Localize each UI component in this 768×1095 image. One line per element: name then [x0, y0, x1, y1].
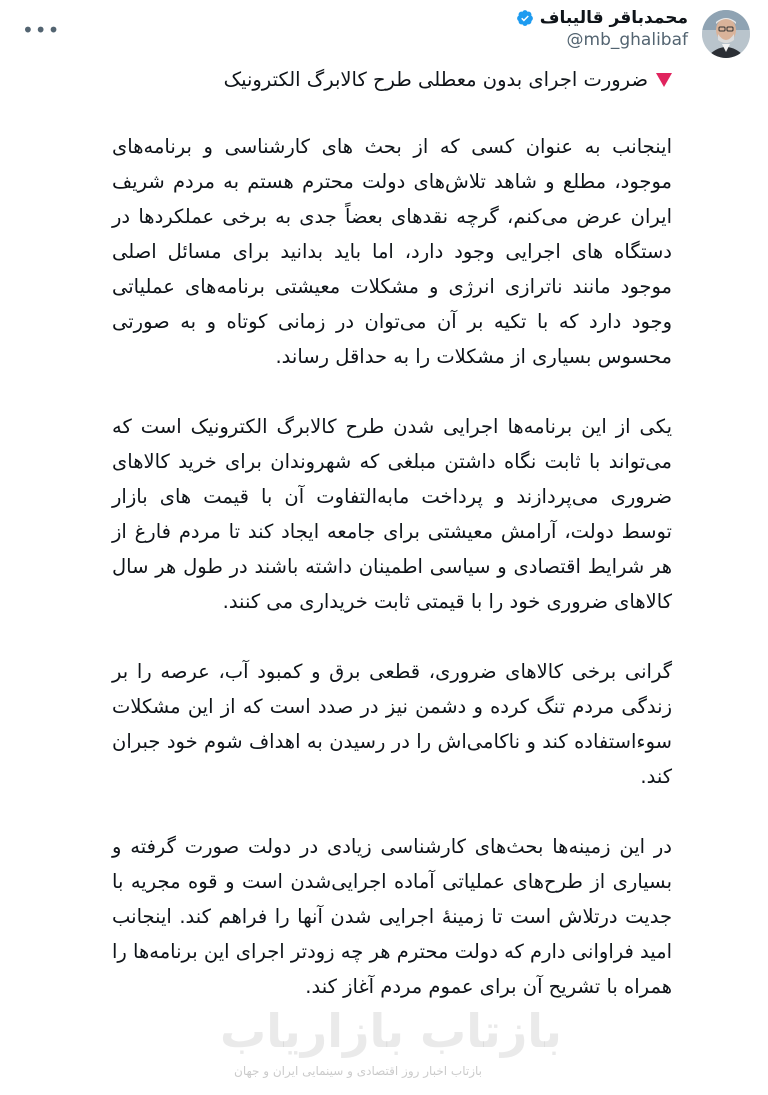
avatar[interactable] [702, 10, 750, 58]
paragraph-2: یکی از این برنامه‌ها اجرایی شدن طرح کالابرگ الکترونیک است که می‌تواند با ثابت نگاه داشتن مبلغی که شهروندان برای خرید کالاهای ضروری می‌پردازند و پرداخت مابه‌التفاوت آن با قیمت های بازار توسط دولت، آرامش معیشتی برای جامعه ایجاد کند تا مردم فارغ از هر شرایط اقتصادی و سیاسی اطمینان داشته باشند در طول هر سال کالاهای ضروری خود را با قیمتی ثابت خریداری می کنند. [112, 415, 672, 613]
red-triangle-icon [656, 73, 672, 87]
author-block[interactable] [516, 8, 688, 50]
author-name[interactable]: محمدباقر قالیباف [539, 8, 688, 28]
paragraph-3: گرانی برخی کالاهای ضروری، قطعی برق و کمبود آب، عرصه را بر زندگی مردم تنگ کرده و دشمن نیز در صدد است که از این مشکلات سوءاستفاده کند و ناکامی‌اش را در رسیدن به اهداف شوم خود جبران کند. [112, 660, 672, 788]
author-name-row [516, 8, 688, 28]
verified-badge-icon [516, 9, 534, 27]
paragraph-1: اینجانب به عنوان کسی که از بحث های کارشناسی و برنامه‌های موجود، مطلع و شاهد تلاش‌های دولت محترم هستم به مردم شریف ایران عرض می‌کنم، گرچه نقدهای بعضاً جدی به برخی عملکردها در دستگاه های اجرایی وجود دارد، اما باید بدانید برای مسائل اصلی موجود مانند ناترازی انرژی و مشکلات معیشتی برنامه‌های عملیاتی وجود دارد که با تکیه بر آن می‌توان در زمانی کوتاه و به صورتی محسوس بسیاری از مشکلات را به حداقل رساند. [112, 135, 672, 368]
tweet-title-row [112, 62, 672, 97]
watermark-main: بازتاب بازاریاب [220, 1004, 562, 1058]
paragraph-4: در این زمینه‌ها بحث‌های کارشناسی زیادی در دولت صورت گرفته و بسیاری از طرح‌های عملیاتی آماده اجرایی‌شدن است و قوه مجریه با جدیت درتلاش است تا زمینهٔ اجرایی شدن آنها را فراهم کند. اینجانب امید فراوانی دارم که دولت محترم هر چه زودتر اجرای این برنامه‌ها را همراه با تشریح آن برای عموم مردم آغاز کند. [111, 835, 672, 998]
tweet-header [18, 6, 750, 56]
tweet-title: ضرورت اجرای بدون معطلی طرح کالابرگ الکترونیک [223, 68, 648, 91]
author-handle[interactable]: @mb_ghalibaf [566, 30, 688, 50]
watermark-sub: بازتاب اخبار روز اقتصادی و سینمایی ایران و جهان [234, 1064, 482, 1078]
more-icon[interactable]: ••• [22, 18, 61, 42]
profile-photo [702, 10, 750, 58]
tweet-body [112, 62, 672, 1039]
